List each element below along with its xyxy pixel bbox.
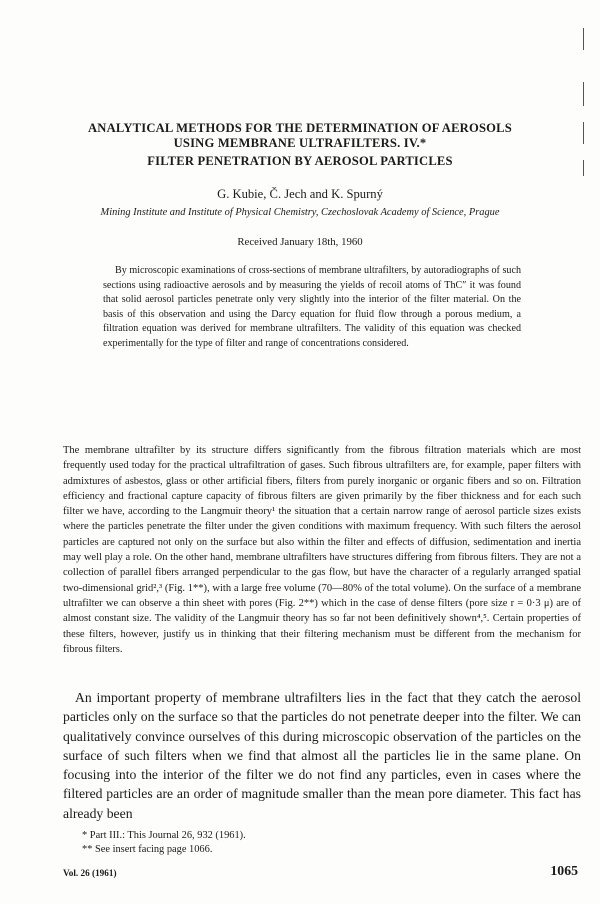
footnote-2: ** See insert facing page 1066. — [82, 844, 213, 855]
body-paragraph-main: An important property of membrane ultrafilters lies in the fact that they catch the aerosol particles only on the surface so that the particles do not penetrate deeper into the filter. We can qualitatively convince ourselves of this during microscopic observation of the particles on the surface of such filters when we find that almost all the particles lie in the same plane. On focusing into the interior of the filter we do not find any particles, even in cases where the filtered particles are an order of magnitude smaller than the mean pore diameter. This fact has already been — [63, 690, 581, 821]
volume-footer: Vol. 26 (1961) — [63, 868, 117, 878]
received-date: Received January 18th, 1960 — [237, 236, 363, 248]
scan-edge-mark — [583, 28, 584, 50]
affiliation: Mining Institute and Institute of Physical Chemistry, Czechoslovak Academy of Science, Prague — [100, 207, 500, 218]
body-paragraph-intro: The membrane ultrafilter by its structure differs significantly from the fibrous filtration materials which are most frequently used today for the practical ultrafiltration of gases. Such fibrous ultrafilters are, for example, paper filters with admixtures of asbestos, glass or other artificial fibers, filters from purely inorganic or organic fibers and so on. Filtration efficiency and fractional capture capacity of fibrous filters are given primarily by the fiber thickness and for each such filter we have, according to the Langmuir theory¹ the situation that a certain narrow range of aerosol particle sizes exists where the particles penetrate the filter under the given conditions with maximum frequency. With such filters the aerosol particles are captured not only on the surface but also within the filter and effects of diffusion, sedimentation and inertia may well play a role. On the other hand, membrane ultrafilters have structures differing from fibrous filters. They are not a collection of parallel fibers arranged perpendicular to the gas flow, but have the character of a regularly arranged spatial two-dimensional grid²,³ (Fig. 1**), with a large free volume (70—80% of the total volume). On the surface of a membrane ultrafilter we can observe a thin sheet with pores (Fig. 2**) which in the case of dense filters (pore size r = 0·3 μ) are of almost constant size. The validity of the Langmuir theory has so far not been definitively shown⁴,⁵. Certain properties of these filters, however, justify us in thinking that their filtering mechanism must be different from the mechanism for fibrous filters. — [63, 445, 581, 655]
scan-edge-mark — [583, 122, 584, 144]
scan-edge-mark — [583, 160, 584, 176]
authors: G. Kubie, Č. Jech and K. Spurný — [217, 187, 383, 201]
scan-edge-mark — [583, 82, 584, 106]
paper-subtitle: FILTER PENETRATION BY AEROSOL PARTICLES — [147, 154, 453, 168]
paper-title-line-1: ANALYTICAL METHODS FOR THE DETERMINATION OF AEROSOLS — [88, 121, 512, 135]
abstract: By microscopic examinations of cross-sections of membrane ultrafilters, by autoradiographs of such sections using radioactive aerosols and by measuring the yields of recoil atoms of ThC″ it was found that solid aerosol particles penetrate only very slightly into the interior of the filter material. On the basis of this observation and using the Darcy equation for fluid flow through a porous medium, a filtration equation was derived for membrane ultrafilters. The validity of this equation was checked experimentally for the type of filter and range of concentrations considered. — [103, 265, 521, 349]
footnote-1: * Part III.: This Journal 26, 932 (1961). — [82, 830, 246, 841]
paper-title-line-2: USING MEMBRANE ULTRAFILTERS. IV.* — [173, 136, 427, 150]
page-number: 1065 — [550, 863, 578, 878]
